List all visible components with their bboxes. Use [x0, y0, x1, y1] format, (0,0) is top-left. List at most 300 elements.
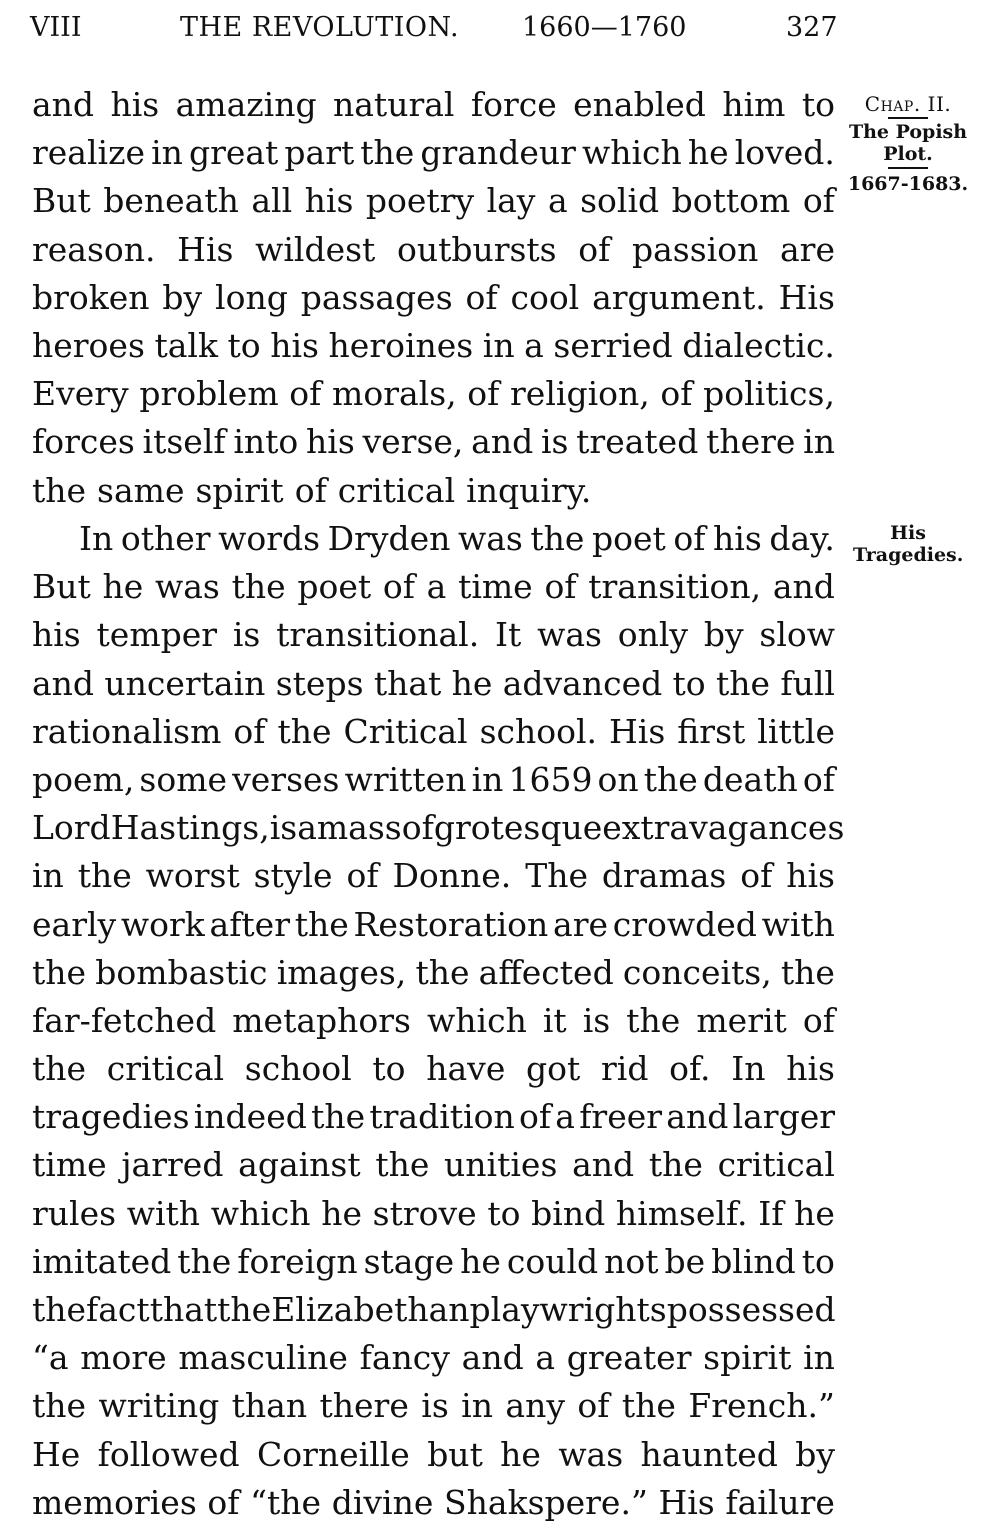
word: critical	[337, 470, 456, 510]
word: natural	[333, 85, 455, 124]
word: divine	[331, 1482, 434, 1522]
word: his	[110, 85, 160, 124]
word: followed	[97, 1434, 240, 1474]
margin-dates: 1667-1683.	[847, 173, 969, 195]
word: his	[32, 615, 81, 655]
word: in	[471, 759, 504, 799]
word: playwrights	[469, 1290, 667, 1329]
word: on	[597, 759, 639, 799]
word: his	[270, 325, 319, 365]
word: after	[209, 904, 290, 944]
word: school	[244, 1049, 352, 1089]
word: the	[231, 567, 286, 607]
word: rules	[32, 1193, 117, 1233]
word: beneath	[103, 181, 239, 221]
word: transition,	[588, 567, 762, 607]
text-line	[32, 1141, 835, 1189]
word: of	[294, 470, 327, 510]
margin-rule	[888, 117, 928, 119]
word: the	[621, 1386, 676, 1426]
word: of	[578, 229, 611, 269]
word: Lord	[32, 808, 111, 848]
word: heroes	[32, 325, 145, 365]
word: he	[500, 1434, 541, 1474]
text-line	[32, 81, 835, 129]
word: a	[535, 1338, 556, 1378]
word: of	[740, 856, 773, 896]
word: writing	[98, 1386, 220, 1426]
word: of	[544, 567, 577, 607]
word: Critical	[343, 711, 468, 751]
word: itself	[142, 422, 226, 462]
word: first	[677, 711, 746, 751]
word: the	[32, 1049, 87, 1089]
word: are	[553, 904, 608, 944]
word: is	[421, 1386, 449, 1426]
word: and	[461, 1338, 524, 1378]
word: of	[660, 374, 693, 414]
word: fancy	[359, 1338, 450, 1378]
word: any	[505, 1386, 565, 1426]
word: the	[415, 952, 470, 992]
word: politics,	[703, 374, 835, 414]
word: In	[731, 1049, 766, 1089]
word: uncertain	[104, 663, 266, 703]
text-line	[32, 1190, 835, 1238]
word: Elizabethan	[271, 1290, 470, 1329]
word: and	[572, 1145, 635, 1185]
word: with	[126, 1193, 201, 1233]
word: fact	[86, 1290, 150, 1329]
word: broken	[32, 277, 150, 317]
word: forces	[32, 422, 135, 462]
margin-rule	[888, 167, 928, 169]
word: of	[673, 519, 706, 558]
word: could	[506, 1241, 599, 1281]
text-line	[32, 756, 835, 804]
word: the	[277, 711, 332, 751]
word: If	[758, 1193, 784, 1233]
word: stage	[363, 1241, 455, 1281]
text-line	[32, 418, 835, 466]
text-line	[32, 1093, 835, 1141]
word: words	[218, 519, 321, 558]
word: of	[346, 856, 379, 896]
word: was	[155, 567, 220, 607]
word: death	[702, 759, 798, 799]
word: possessed	[666, 1290, 836, 1329]
word: tradition	[369, 1097, 515, 1137]
text-line	[32, 563, 835, 611]
word: full	[780, 663, 835, 703]
word: His	[609, 711, 666, 751]
word: a	[547, 181, 568, 221]
word: his	[713, 519, 762, 558]
word: was	[558, 1434, 624, 1474]
word: crowded	[612, 904, 757, 944]
word: it	[542, 1000, 567, 1040]
word: passages	[300, 277, 453, 317]
text-line	[32, 949, 835, 997]
word: worst	[145, 856, 240, 896]
word: the	[375, 1145, 430, 1185]
word: grandeur	[420, 133, 576, 173]
word: the	[32, 1290, 87, 1329]
text-line	[32, 901, 835, 949]
word: in	[482, 325, 515, 365]
word: imitated	[32, 1241, 172, 1281]
word: bottom	[671, 181, 791, 221]
text-line	[32, 1382, 835, 1430]
word: little	[757, 711, 835, 751]
word: that	[373, 663, 442, 703]
word: with	[761, 904, 835, 944]
word: The	[525, 856, 588, 896]
word: of	[233, 711, 266, 751]
word: It	[495, 615, 522, 655]
word: his	[786, 856, 835, 896]
word: bombastic	[95, 952, 268, 992]
word: he	[321, 1193, 362, 1233]
word: poetry	[365, 181, 475, 221]
word: the	[626, 1000, 681, 1040]
running-header	[30, 12, 840, 52]
word: unities	[444, 1145, 558, 1185]
word: of	[802, 759, 835, 799]
word: the	[648, 1145, 703, 1185]
word: talk	[154, 325, 218, 365]
word: the	[217, 1290, 272, 1329]
word: which	[427, 1000, 527, 1040]
word: to	[801, 1241, 835, 1281]
word: in	[32, 856, 64, 896]
word: morals,	[332, 374, 457, 414]
word: in	[461, 1386, 493, 1426]
word: rationalism	[32, 711, 222, 751]
word: and	[32, 85, 95, 124]
word: religion,	[510, 374, 650, 414]
text-line	[32, 660, 835, 708]
word: But	[32, 181, 91, 221]
margin-chap-label: Chap. II.	[864, 92, 952, 116]
word: a	[426, 567, 447, 607]
word: not	[604, 1241, 659, 1281]
word: tragedies	[32, 1097, 190, 1137]
word: written	[344, 759, 467, 799]
word: reason.	[32, 229, 156, 269]
word: critical	[106, 1049, 225, 1089]
text-line	[32, 274, 835, 322]
margin-note-tragedies	[838, 522, 978, 566]
word: blind	[711, 1241, 796, 1281]
word: steps	[275, 663, 364, 703]
word: the	[643, 759, 698, 799]
text-line	[32, 129, 835, 177]
word: force	[470, 85, 557, 124]
word: is	[582, 1000, 611, 1040]
word: the	[32, 1386, 87, 1426]
word: merit	[696, 1000, 787, 1040]
word: that	[149, 1290, 218, 1329]
word: wildest	[255, 229, 376, 269]
word: was	[537, 615, 602, 655]
word: transitional.	[276, 615, 480, 655]
chapter-number: VIII	[30, 12, 82, 43]
word: masculine	[178, 1338, 348, 1378]
page-number: 327	[786, 12, 838, 43]
word: indeed	[193, 1097, 307, 1137]
margin-subsection: His Tragedies.	[853, 522, 964, 566]
word: and	[32, 663, 95, 703]
word: memories	[32, 1482, 197, 1522]
word: in	[803, 1338, 835, 1378]
word: heroines	[328, 325, 474, 365]
text-line	[32, 226, 835, 274]
word: he	[460, 1241, 501, 1281]
word: Restoration	[353, 904, 549, 944]
text-line	[32, 515, 835, 563]
word: French.”	[688, 1386, 835, 1426]
word: other	[120, 519, 211, 558]
word: Donne.	[392, 856, 512, 896]
text-line	[32, 177, 835, 225]
word: to	[801, 85, 835, 124]
word: larger	[732, 1097, 835, 1137]
text-line	[32, 370, 835, 418]
word: and	[471, 422, 534, 462]
word: work	[120, 904, 205, 944]
word: lay	[486, 181, 536, 221]
word: His	[778, 277, 835, 317]
word: spirit	[195, 470, 284, 510]
word: dialectic.	[682, 325, 835, 365]
text-line	[32, 804, 845, 852]
word: time	[458, 567, 533, 607]
word: and	[666, 1097, 729, 1137]
word: the	[77, 856, 132, 896]
word: his	[786, 1049, 835, 1089]
text-line	[32, 611, 835, 659]
word: grotesque	[433, 808, 603, 848]
margin-note-chapter	[838, 93, 978, 195]
word: be	[664, 1241, 706, 1281]
word: have	[426, 1049, 506, 1089]
word: greater	[566, 1338, 692, 1378]
word: of	[577, 1386, 610, 1426]
word: early	[32, 904, 117, 944]
word: far-fetched	[32, 1000, 217, 1040]
word: a	[524, 325, 544, 365]
word: problem	[139, 374, 279, 414]
paragraph-1	[32, 81, 835, 515]
word: haunted	[640, 1434, 778, 1474]
word: cool	[510, 277, 580, 317]
word: to	[487, 1193, 521, 1233]
word: Shakspere.”	[444, 1482, 648, 1522]
word: of	[467, 374, 500, 414]
word: of	[802, 181, 835, 221]
word: Hastings,	[110, 808, 270, 848]
word: His	[658, 1482, 715, 1522]
word: of	[802, 1000, 835, 1040]
word: the	[177, 1241, 232, 1281]
word: He	[32, 1434, 81, 1474]
word: verses	[232, 759, 340, 799]
word: to	[372, 1049, 406, 1089]
word: the	[311, 1097, 366, 1137]
word: all	[251, 181, 293, 221]
word: by	[703, 615, 744, 655]
word: bind	[531, 1193, 606, 1233]
paragraph-2	[32, 515, 845, 1527]
text-line	[32, 1286, 835, 1334]
word: only	[617, 615, 689, 655]
margin-section-title: The Popish Plot.	[848, 121, 968, 165]
text-line	[32, 997, 835, 1045]
word: got	[526, 1049, 581, 1089]
word: he	[102, 567, 144, 607]
word: school.	[479, 711, 598, 751]
word: “the	[250, 1482, 322, 1522]
text-line	[32, 1334, 835, 1382]
word: critical	[717, 1145, 835, 1185]
word: time	[32, 1145, 107, 1185]
word: part	[284, 133, 355, 173]
word: he	[451, 663, 493, 703]
word: in	[803, 422, 835, 462]
word: Dryden	[327, 519, 451, 558]
word: amazing	[175, 85, 317, 124]
word: enabled	[573, 85, 706, 124]
text-line	[32, 1431, 835, 1479]
word: verse,	[362, 422, 464, 462]
text-line	[32, 1045, 835, 1093]
word: poem,	[32, 759, 135, 799]
word: he	[687, 133, 729, 173]
word: same	[97, 470, 185, 510]
word: a	[555, 1097, 575, 1137]
word: style	[253, 856, 333, 896]
word: there	[319, 1386, 409, 1426]
header-dates: 1660—1760	[522, 12, 687, 43]
word: is	[269, 808, 298, 848]
word: treated	[576, 422, 699, 462]
word: argument.	[592, 277, 766, 317]
word: In	[79, 519, 114, 558]
word: Corneille	[256, 1434, 410, 1474]
running-title: THE REVOLUTION.	[180, 12, 460, 43]
word: images,	[276, 952, 407, 992]
word: of	[401, 808, 434, 848]
word: which	[210, 1193, 311, 1233]
word: loved.	[734, 133, 835, 173]
text-line	[32, 708, 835, 756]
word: the	[294, 904, 349, 944]
word: the	[780, 952, 835, 992]
word: But	[32, 567, 91, 607]
word: the	[716, 663, 771, 703]
word: to	[227, 325, 261, 365]
word: advanced	[502, 663, 663, 703]
word: the	[32, 952, 87, 992]
word: solid	[580, 181, 660, 221]
word: of	[289, 374, 322, 414]
word: of	[465, 277, 498, 317]
word: rid	[601, 1049, 649, 1089]
word: “a	[32, 1338, 69, 1378]
word: dramas	[601, 856, 727, 896]
text-line	[32, 1238, 835, 1286]
word: extravagances	[602, 808, 845, 848]
word: to	[672, 663, 706, 703]
word: by	[162, 277, 203, 317]
word: strove	[372, 1193, 477, 1233]
word: metaphors	[232, 1000, 411, 1040]
text-line	[32, 852, 835, 900]
word: is	[232, 615, 261, 655]
word: the	[32, 470, 87, 510]
word: he	[794, 1193, 835, 1233]
word: him	[722, 85, 786, 124]
word: inquiry.	[466, 470, 592, 510]
word: a	[297, 808, 317, 848]
word: himself.	[615, 1193, 748, 1233]
word: is	[540, 422, 569, 462]
word: slow	[759, 615, 835, 655]
word: Every	[32, 374, 129, 414]
word: the	[530, 519, 585, 558]
word: into	[233, 422, 299, 462]
word: his	[304, 181, 354, 221]
word: 1659	[508, 759, 593, 799]
word: of.	[669, 1049, 711, 1089]
word: poet	[297, 567, 372, 607]
word: realize	[32, 133, 146, 173]
word: long	[215, 277, 288, 317]
word: there	[706, 422, 796, 462]
word: conceits,	[622, 952, 772, 992]
word: spirit	[703, 1338, 792, 1378]
word: His	[177, 229, 234, 269]
word: more	[80, 1338, 167, 1378]
text-line	[32, 1479, 835, 1527]
word: some	[139, 759, 228, 799]
word: and	[772, 567, 835, 607]
text-line	[32, 467, 835, 515]
word: was	[457, 519, 523, 558]
word: outbursts	[396, 229, 557, 269]
word: but	[427, 1434, 483, 1474]
word: by	[795, 1434, 835, 1474]
word: temper	[96, 615, 218, 655]
word: day.	[769, 519, 835, 558]
word: failure	[725, 1482, 835, 1522]
word: which	[581, 133, 682, 173]
word: of	[518, 1097, 552, 1137]
word: against	[238, 1145, 361, 1185]
word: the	[360, 133, 415, 173]
word: poet	[592, 519, 666, 558]
word: his	[306, 422, 355, 462]
word: are	[780, 229, 835, 269]
word: of	[207, 1482, 240, 1522]
word: freer	[579, 1097, 663, 1137]
text-line	[32, 322, 835, 370]
word: in	[151, 133, 183, 173]
word: affected	[478, 952, 614, 992]
word: great	[188, 133, 279, 173]
word: of	[382, 567, 415, 607]
